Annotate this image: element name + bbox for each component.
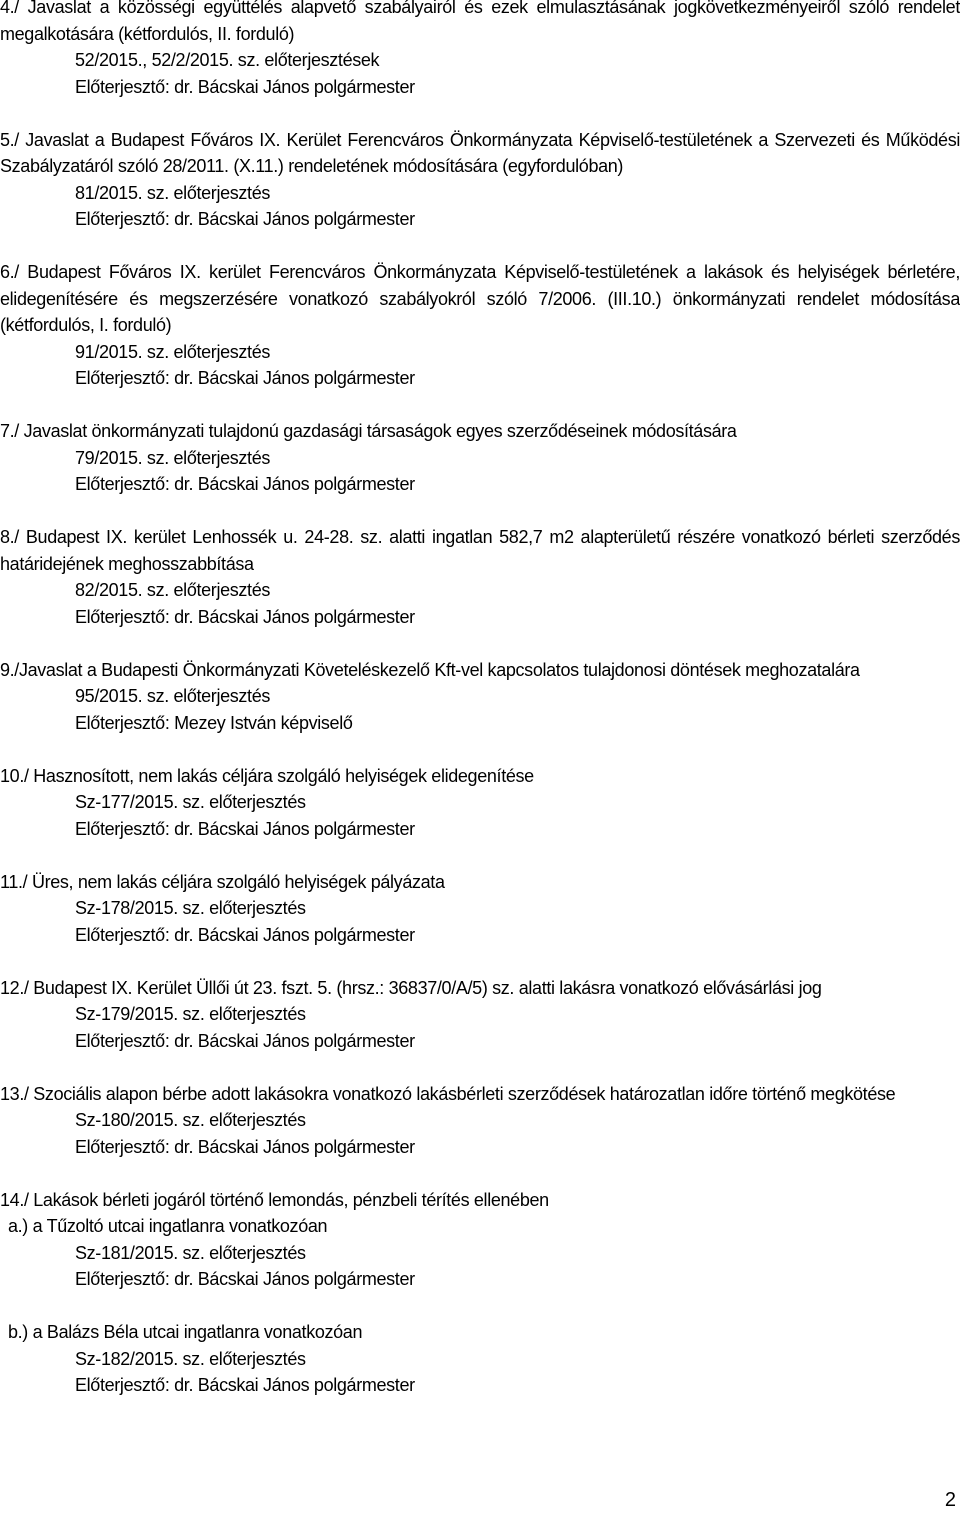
agenda-item-title: 12./ Budapest IX. Kerület Üllői út 23. fszt. 5. (hrsz.: 36837/0/A/5) sz. alatti lakásra vonatkozó elővásárlási jog <box>0 977 822 998</box>
agenda-item-13 <box>0 1081 960 1161</box>
agenda-item-presenter: Előterjesztő: dr. Bácskai János polgármester <box>75 76 415 97</box>
page-number: 2 <box>944 1489 956 1511</box>
agenda-item-presenter: Előterjesztő: dr. Bácskai János polgármester <box>75 474 415 494</box>
agenda-item-presenter: Előterjesztő: dr. Bácskai János polgármester <box>75 1136 415 1157</box>
agenda-subitem-ref: Sz-182/2015. sz. előterjesztés <box>75 1348 306 1369</box>
agenda-item-ref: Sz-180/2015. sz. előterjesztés <box>75 1110 306 1130</box>
agenda-item-presenter: Előterjesztő: dr. Bácskai János polgármester <box>75 818 415 839</box>
agenda-subitem-presenter: Előterjesztő: dr. Bácskai János polgármester <box>75 1269 415 1289</box>
agenda-item-presenter: Előterjesztő: dr. Bácskai János polgármester <box>75 924 415 945</box>
agenda-item-10 <box>0 763 960 843</box>
agenda-item-5 <box>0 127 960 233</box>
agenda-item-7 <box>0 418 960 498</box>
agenda-item-ref: 82/2015. sz. előterjesztés <box>75 580 271 600</box>
agenda-item-9 <box>0 657 960 737</box>
agenda-subitem-label: b.) a Balázs Béla utcai ingatlanra vonatkozóan <box>8 1322 363 1342</box>
agenda-item-title: 7./ Javaslat önkormányzati tulajdonú gazdasági társaságok egyes szerződéseinek módosítására <box>0 421 737 441</box>
agenda-item-8 <box>0 524 960 630</box>
agenda-item-title: 14./ Lakások bérleti jogáról történő lemondás, pénzbeli térítés ellenében <box>0 1189 549 1210</box>
agenda-item-ref: Sz-178/2015. sz. előterjesztés <box>75 898 306 918</box>
agenda-item-12 <box>0 975 960 1055</box>
agenda-item-6 <box>0 259 960 392</box>
agenda-item-title: 6./ Budapest Főváros IX. kerület Ferencváros Önkormányzata Képviselő-testületének a lakások és helyiségek bérletére, elidegenítésére és megszerzésére vonatkozó szabályokról szóló 7/2006. (III.10.) önkormányzati rendelet módosítása (kétfordulós, I. forduló) <box>0 262 960 335</box>
agenda-item-ref: 52/2015., 52/2/2015. sz. előterjesztések <box>75 50 380 70</box>
agenda-subitem-ref: Sz-181/2015. sz. előterjesztés <box>75 1242 306 1263</box>
agenda-subitem-label: a.) a Tűzoltó utcai ingatlanra vonatkozóan <box>8 1216 328 1236</box>
agenda-item-ref: Sz-177/2015. sz. előterjesztés <box>75 792 306 812</box>
agenda-item-14 <box>0 1187 960 1399</box>
agenda-item-presenter: Előterjesztő: dr. Bácskai János polgármester <box>75 368 415 388</box>
agenda-item-title: 9./Javaslat a Budapesti Önkormányzati Követeléskezelő Kft-vel kapcsolatos tulajdonosi döntések meghozatalára <box>0 659 860 680</box>
agenda-item-title: 8./ Budapest IX. kerület Lenhossék u. 24-28. sz. alatti ingatlan 582,7 m2 alapterületű részére vonatkozó bérleti szerződés határidejének meghosszabbítása <box>0 527 960 574</box>
agenda-item-11 <box>0 869 960 949</box>
agenda-item-4 <box>0 0 960 100</box>
agenda-item-title: 13./ Szociális alapon bérbe adott lakásokra vonatkozó lakásbérleti szerződések határozatlan időre történő megkötése <box>0 1083 896 1104</box>
agenda-item-presenter: Előterjesztő: Mezey István képviselő <box>75 712 353 733</box>
agenda-item-presenter: Előterjesztő: dr. Bácskai János polgármester <box>75 209 415 229</box>
agenda-subitem-b <box>0 1319 960 1399</box>
agenda-item-title: 10./ Hasznosított, nem lakás céljára szolgáló helyiségek elidegenítése <box>0 765 534 786</box>
agenda-item-ref: Sz-179/2015. sz. előterjesztés <box>75 1004 306 1024</box>
agenda-item-ref: 79/2015. sz. előterjesztés <box>75 447 271 468</box>
agenda-item-ref: 91/2015. sz. előterjesztés <box>75 341 271 362</box>
agenda-item-title: 11./ Üres, nem lakás céljára szolgáló helyiségek pályázata <box>0 871 445 892</box>
agenda-item-presenter: Előterjesztő: dr. Bácskai János polgármester <box>75 1030 415 1051</box>
agenda-subitem-presenter: Előterjesztő: dr. Bácskai János polgármester <box>75 1375 415 1395</box>
agenda-item-ref: 95/2015. sz. előterjesztés <box>75 686 271 706</box>
agenda-item-ref: 81/2015. sz. előterjesztés <box>75 182 271 203</box>
agenda-item-title: 4./ Javaslat a közösségi együttélés alapvető szabályairól és ezek elmulasztásának jogkövetkezményeiről szóló rendelet megalkotására (kétfordulós, II. forduló) <box>0 0 960 44</box>
agenda-subitem-a <box>0 1213 960 1293</box>
agenda-item-title: 5./ Javaslat a Budapest Főváros IX. Kerület Ferencváros Önkormányzata Képviselő-testületének a Szervezeti és Működési Szabályzatáról szóló 28/2011. (X.11.) rendeletének módosítására (egyfordulóban) <box>0 129 960 176</box>
agenda-item-presenter: Előterjesztő: dr. Bácskai János polgármester <box>75 606 415 627</box>
